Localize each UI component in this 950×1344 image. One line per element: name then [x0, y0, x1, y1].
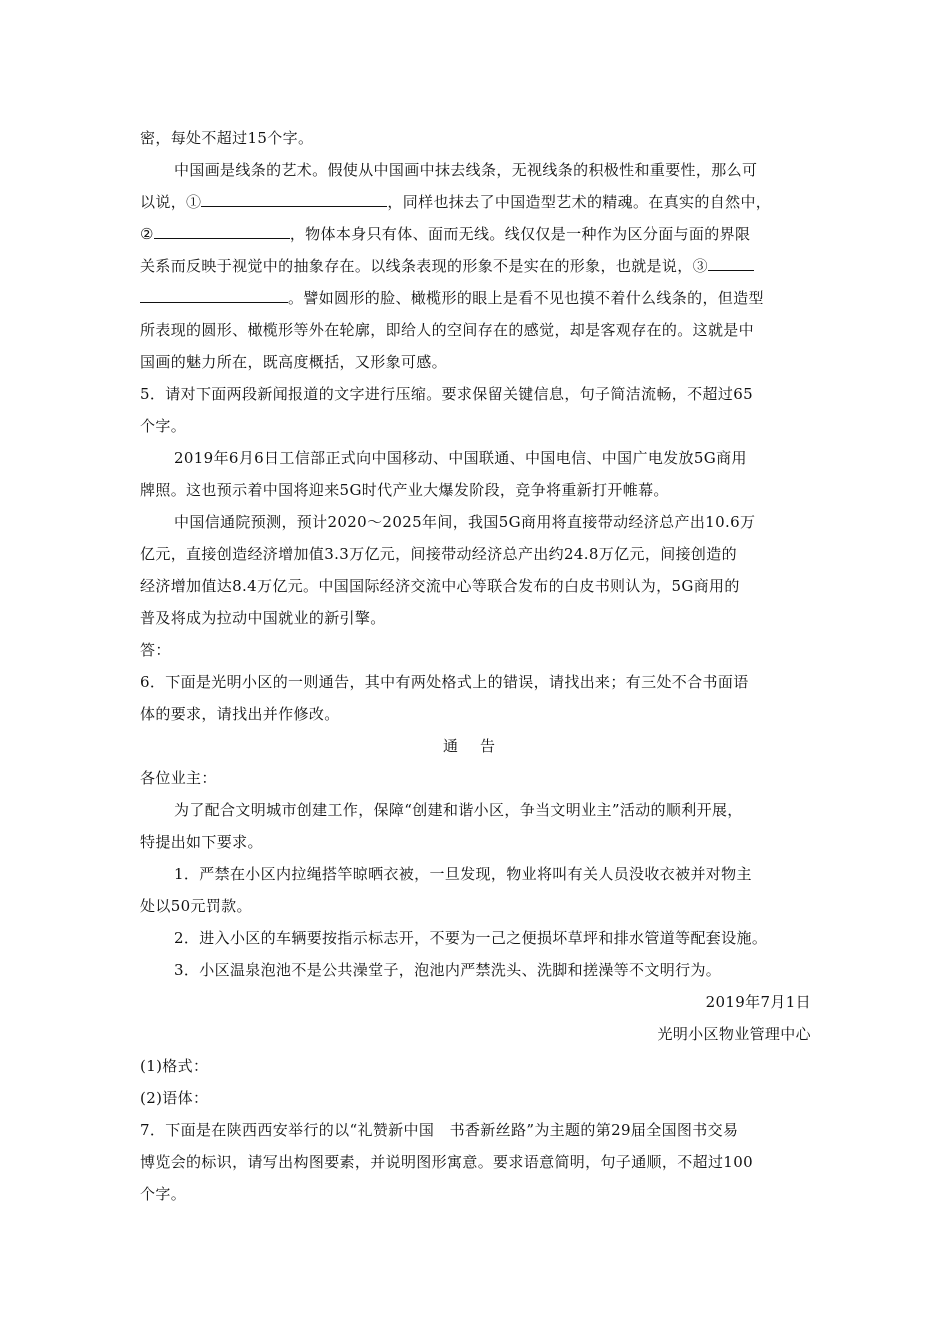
answer-blank	[140, 288, 288, 303]
text-line: 所表现的圆形、橄榄形等外在轮廓，即给人的空间存在的感觉，却是客观存在的。这就是中	[140, 321, 755, 339]
notice-salutation: 各位业主：	[140, 769, 217, 787]
text-line: 密，每处不超过15个字。	[140, 129, 314, 147]
subquestion-register: (2)语体：	[140, 1089, 209, 1107]
text-line: 2019年6月6日工信部正式向中国移动、中国联通、中国电信、中国广电发放5G商用	[174, 449, 747, 467]
notice-item: 2．进入小区的车辆要按指示标志开，不要为一己之便损坏草坪和排水管道等配套设施。	[174, 929, 768, 947]
text-line-with-blank	[140, 224, 820, 244]
text-line: 经济增加值达8.4万亿元。中国国际经济交流中心等联合发布的白皮书则认为，5G商用的	[140, 577, 740, 595]
text-line-with-blank	[140, 288, 820, 308]
text-segment: 。譬如圆形的脸、橄榄形的眼上是看不见也摸不着什么线条的，但造型	[288, 289, 764, 307]
text-line: 中国信通院预测，预计2020～2025年间，我国5G商用将直接带动经济总产出10.6万	[174, 513, 756, 531]
answer-blank	[708, 256, 754, 271]
text-line: 个字。	[140, 1185, 187, 1203]
text-line: 处以50元罚款。	[140, 897, 252, 915]
text-line-with-blank	[140, 256, 820, 276]
text-line: 特提出如下要求。	[140, 833, 263, 851]
answer-blank	[154, 224, 290, 239]
text-line: 为了配合文明城市创建工作，保障“创建和谐小区，争当文明业主”活动的顺利开展，	[174, 801, 743, 819]
question-5: 5．请对下面两段新闻报道的文字进行压缩。要求保留关键信息，句子简洁流畅，不超过65	[140, 385, 753, 403]
notice-signature: 光明小区物业管理中心	[657, 1025, 811, 1043]
text-segment: ，物体本身只有体、面而无线。线仅仅是一种作为区分面与面的界限	[289, 225, 751, 243]
text-line: 博览会的标识，请写出构图要素，并说明图形寓意。要求语意简明，句子通顺，不超过100	[140, 1153, 753, 1171]
question-7: 7．下面是在陕西西安举行的以“礼赞新中国 书香新丝路”为主题的第29届全国图书交易	[140, 1121, 739, 1139]
text-line: 中国画是线条的艺术。假使从中国画中抹去线条，无视线条的积极性和重要性，那么可	[174, 161, 758, 179]
notice-item: 1．严禁在小区内拉绳搭竿晾晒衣被，一旦发现，物业将叫有关人员没收衣被并对物主	[174, 865, 752, 883]
notice-item: 3．小区温泉泡池不是公共澡堂子，泡池内严禁洗头、洗脚和搓澡等不文明行为。	[174, 961, 722, 979]
text-line: 体的要求，请找出并作修改。	[140, 705, 340, 723]
text-line: 牌照。这也预示着中国将迎来5G时代产业大爆发阶段，竞争将重新打开帷幕。	[140, 481, 669, 499]
answer-blank	[201, 192, 387, 207]
text-segment: ，同样也抹去了中国造型艺术的精魂。在真实的自然中，	[387, 193, 772, 211]
question-6: 6．下面是光明小区的一则通告，其中有两处格式上的错误，请找出来；有三处不合书面语	[140, 673, 749, 691]
text-line: 国画的魅力所在，既高度概括，又形象可感。	[140, 353, 448, 371]
text-line-with-blank	[140, 192, 820, 212]
notice-title: 通告	[442, 737, 517, 755]
subquestion-format: (1)格式：	[140, 1057, 209, 1075]
text-segment: 关系而反映于视觉中的抽象存在。以线条表现的形象不是实在的形象，也就是说，③	[140, 257, 708, 275]
text-line: 亿元，直接创造经济增加值3.3万亿元，间接带动经济总产出约24.8万亿元，间接创造的	[140, 545, 737, 563]
text-line: 普及将成为拉动中国就业的新引擎。	[140, 609, 386, 627]
notice-date: 2019年7月1日	[705, 993, 811, 1011]
text-segment: 以说，①	[140, 193, 202, 211]
text-segment: ②	[140, 225, 154, 243]
text-line: 个字。	[140, 417, 187, 435]
answer-label: 答：	[140, 641, 171, 659]
